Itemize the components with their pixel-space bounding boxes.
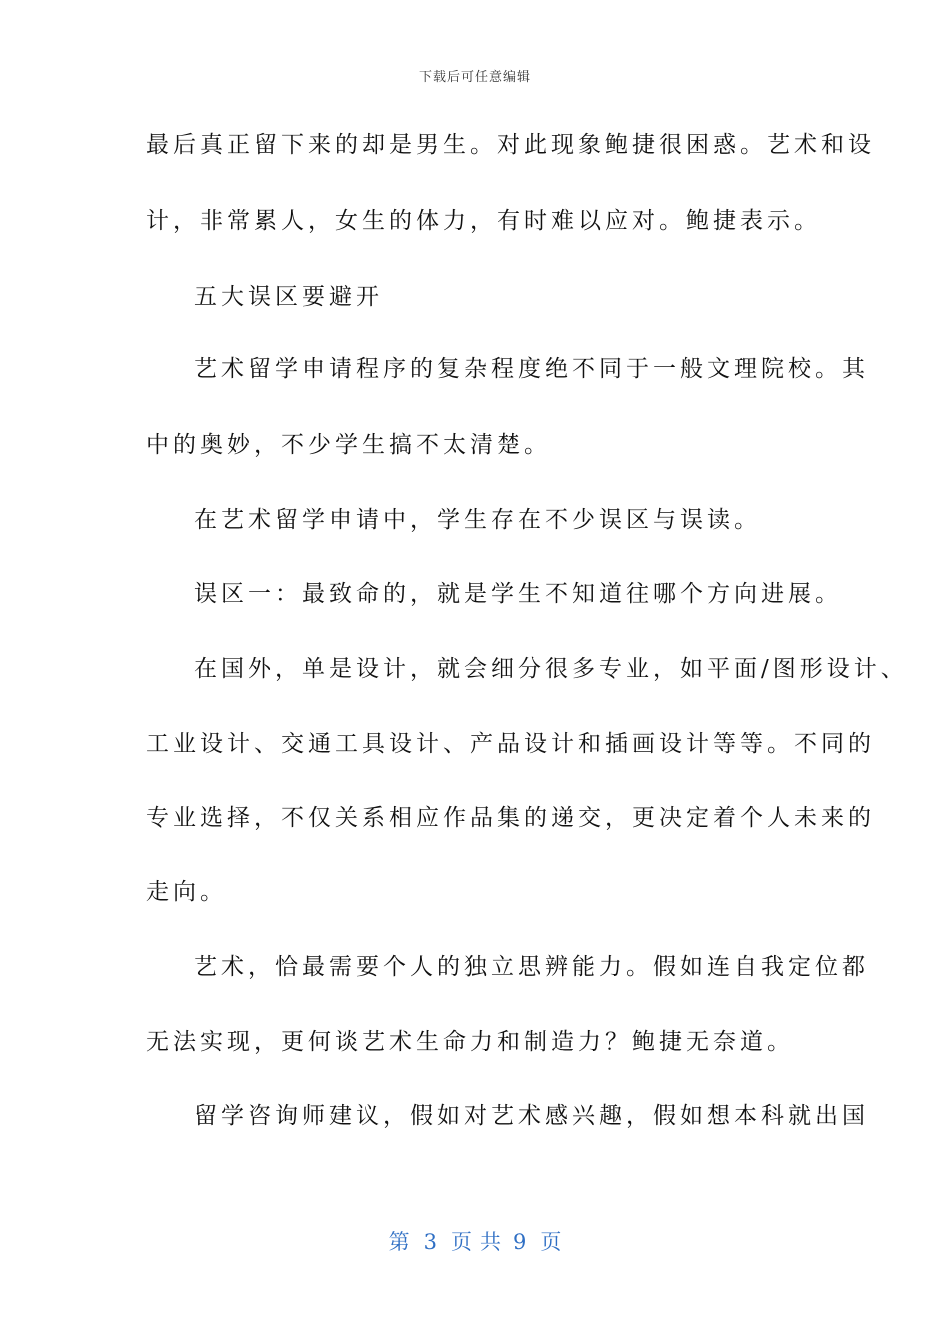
footer-label-middle: 页共 — [451, 1230, 509, 1254]
body-line: 艺术留学申请程序的复杂程度绝不同于一般文理院校。其 — [194, 356, 869, 382]
body-line: 工业设计、交通工具设计、产品设计和插画设计等等。不同的 — [146, 731, 875, 757]
body-line: 无法实现，更何谈艺术生命力和制造力？鲍捷无奈道。 — [146, 1029, 794, 1055]
body-line: 误区一：最致命的，就是学生不知道往哪个方向进展。 — [194, 581, 842, 607]
body-line: 留学咨询师建议，假如对艺术感兴趣，假如想本科就出国 — [194, 1103, 869, 1129]
body-line: 计，非常累人，女生的体力，有时难以应对。鲍捷表示。 — [146, 208, 821, 234]
body-line: 艺术，恰最需要个人的独立思辨能力。假如连自我定位都 — [194, 954, 869, 980]
footer-total-pages: 9 — [513, 1230, 527, 1254]
footer-current-page: 3 — [423, 1230, 437, 1254]
page-header: 下载后可任意编辑 — [418, 70, 531, 85]
body-line: 最后真正留下来的却是男生。对此现象鲍捷很困惑。艺术和设 — [146, 132, 875, 158]
page-footer — [0, 1226, 950, 1256]
body-line: 专业选择，不仅关系相应作品集的递交，更决定着个人未来的 — [146, 805, 875, 831]
footer-label-start: 第 — [388, 1230, 410, 1254]
footer-label-end: 页 — [540, 1230, 562, 1254]
section-heading: 五大误区要避开 — [194, 284, 383, 310]
body-line: 中的奥妙，不少学生搞不太清楚。 — [146, 432, 551, 458]
body-line: 在艺术留学申请中，学生存在不少误区与误读。 — [194, 507, 761, 533]
body-line: 在国外，单是设计，就会细分很多专业，如平面/图形设计、 — [194, 656, 908, 682]
body-line: 走向。 — [146, 879, 227, 905]
